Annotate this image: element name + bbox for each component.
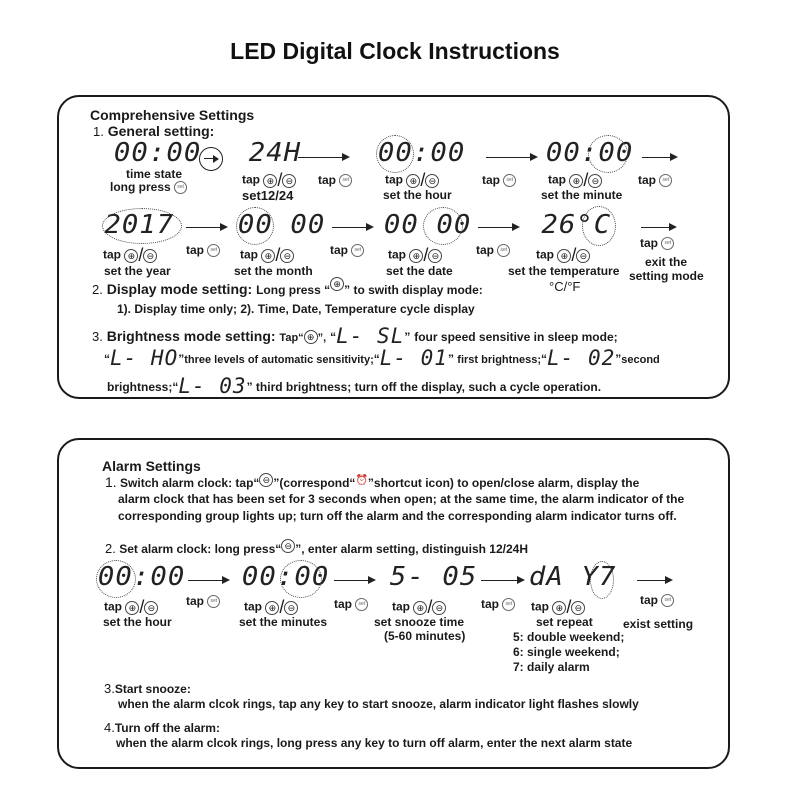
tap-set: tap set (640, 593, 674, 607)
snooze-range-label: (5-60 minutes) (384, 629, 466, 643)
lcd-alarm-minutes: 00:00 (241, 562, 330, 592)
set-12-24-label: set12/24 (242, 188, 294, 203)
highlight-ring (423, 207, 463, 245)
set-button-icon: set (503, 174, 516, 187)
lcd-repeat: dA Y7 (528, 562, 617, 592)
arrow-icon (481, 580, 523, 581)
lcd-snooze: 5- 05 (389, 562, 478, 592)
lcd-hour: 00:00 (377, 138, 466, 168)
minus-icon: ⊖ (588, 174, 602, 188)
tap-set: tap set (638, 173, 672, 187)
exist-setting-label: exist setting (623, 617, 694, 631)
lcd-code-auto: L- HO (110, 346, 179, 370)
plus-icon: ⊕ (304, 330, 318, 344)
arrow-icon (332, 227, 372, 228)
arrow-icon (334, 580, 374, 581)
highlight-ring (588, 135, 628, 173)
display-mode-setting: 2. Display mode setting: Long press “ ⊕ ” to swith display mode: (92, 279, 483, 297)
set-button-icon: set (502, 598, 515, 611)
exit-label: exit the (645, 255, 688, 269)
tap-plus-minus: tap ⊕ / ⊖ (388, 245, 442, 266)
set-alarm-line: 2. Set alarm clock: long press“ ⊖ ”, enter alarm setting, distinguish 12/24H (105, 540, 528, 556)
tap-plus-minus: tap ⊕ / ⊖ (103, 245, 157, 266)
plus-icon: ⊕ (261, 249, 275, 263)
start-snooze-text: when the alarm clcok rings, tap any key to start snooze, alarm indicator light flashes slowly (118, 697, 639, 711)
minus-icon: ⊖ (425, 174, 439, 188)
set-button-icon: set (661, 237, 674, 250)
plus-icon: ⊕ (413, 601, 427, 615)
lcd-alarm-hour: 00:00 (97, 562, 186, 592)
lcd-code-3: L- 03 (178, 374, 247, 398)
switch-alarm-line-2: alarm clock that has been set for 3 seconds when open; at the same time, the alarm indicator of the (118, 492, 685, 506)
lcd-year: 2017 (104, 210, 175, 240)
start-snooze-heading: 3.Start snooze: (104, 681, 191, 696)
arrow-icon (188, 580, 228, 581)
minus-icon: ⊖ (143, 249, 157, 263)
comprehensive-settings-heading: Comprehensive Settings (90, 107, 255, 123)
page-title: LED Digital Clock Instructions (230, 38, 560, 64)
set-button-icon: set (661, 594, 674, 607)
set-button-icon: set (355, 598, 368, 611)
tap-set: tap set (481, 597, 515, 611)
set-minute-label: set the minute (541, 188, 623, 202)
tap-plus-minus: tap ⊕ / ⊖ (548, 170, 602, 191)
highlight-ring (590, 561, 614, 599)
minus-icon: ⊖ (428, 249, 442, 263)
arrow-icon (641, 227, 675, 228)
set-month-label: set the month (234, 264, 313, 278)
alarm-settings-heading: Alarm Settings (102, 458, 201, 474)
repeat-option: 6: single weekend; (513, 645, 620, 659)
arrow-icon (298, 157, 348, 158)
lcd-time-state: 00:00 (113, 138, 202, 168)
minus-icon: ⊖ (280, 249, 294, 263)
tap-plus-minus: tap ⊕ / ⊖ (392, 597, 446, 618)
snooze-time-label: set snooze time (374, 615, 465, 629)
plus-icon: ⊕ (406, 174, 420, 188)
set-button-icon: set (497, 244, 510, 257)
minus-icon: ⊖ (259, 473, 273, 487)
alarm-set-hour-label: set the hour (103, 615, 172, 629)
lcd-code-sleep: L- SL (336, 324, 405, 348)
highlight-ring (96, 560, 136, 598)
tap-plus-minus: tap ⊕ / ⊖ (385, 170, 439, 191)
plus-icon: ⊕ (569, 174, 583, 188)
lcd-date: 00 00 (383, 210, 472, 240)
set-button-icon: set (351, 244, 364, 257)
arrow-icon (486, 157, 536, 158)
lcd-temperature: 26°C (541, 210, 612, 240)
minus-icon: ⊖ (281, 539, 295, 553)
switch-alarm-line-1: 1. Switch alarm clock: tap“ ⊖ ”(correspond“⏰”shortcut icon) to open/close alarm, display the (105, 474, 640, 490)
arrow-icon (478, 227, 518, 228)
minus-icon: ⊖ (432, 601, 446, 615)
plus-icon: ⊕ (330, 277, 344, 291)
brightness-line-2: “L- HO”three levels of automatic sensitivity;“L- 01” first brightness;“L- 02”second (104, 346, 660, 370)
set-repeat-label: set repeat (536, 615, 593, 629)
highlight-ring (376, 135, 414, 173)
lcd-minute: 00:00 (545, 138, 634, 168)
highlight-ring (102, 208, 182, 244)
lcd-24h: 24H (248, 138, 302, 168)
tap-plus-minus: tap ⊕ / ⊖ (240, 245, 294, 266)
set-date-label: set the date (386, 264, 453, 278)
tap-set: tap set (334, 597, 368, 611)
set-button-icon: set (207, 244, 220, 257)
tap-set: tap set (330, 243, 364, 257)
minus-icon: ⊖ (571, 601, 585, 615)
set-button-icon: set (659, 174, 672, 187)
long-press-label: long press set (110, 180, 187, 194)
alarm-set-minutes-label: set the minutes (239, 615, 328, 629)
circle-arrow-icon (199, 147, 223, 171)
repeat-option: 7: daily alarm (513, 660, 590, 674)
lcd-code-2: L- 02 (547, 346, 616, 370)
lcd-code-1: L- 01 (379, 346, 448, 370)
tap-set: tap set (186, 594, 220, 608)
tap-plus-minus: tap ⊕ / ⊖ (536, 245, 590, 266)
tap-set: tap set (476, 243, 510, 257)
plus-icon: ⊕ (552, 601, 566, 615)
set-button-icon: set (174, 181, 187, 194)
tap-set: tap set (186, 243, 220, 257)
tap-set: tap set (640, 236, 674, 250)
general-setting-heading: 1. General setting: (93, 123, 215, 139)
set-hour-label: set the hour (383, 188, 452, 202)
tap-plus-minus: tap ⊕ / ⊖ (244, 597, 298, 618)
lcd-month: 00 00 (237, 210, 326, 240)
turn-off-heading: 4.Turn off the alarm: (104, 720, 220, 735)
brightness-mode-setting: 3. Brightness mode setting: Tap“ ⊕ ”, “L- SL” four speed sensitive in sleep mode; (92, 324, 618, 348)
time-state-label: time state (126, 167, 183, 181)
set-button-icon: set (207, 595, 220, 608)
set-temperature-label: set the temperature (508, 264, 620, 278)
minus-icon: ⊖ (144, 601, 158, 615)
temperature-units: °C/°F (549, 279, 581, 294)
minus-icon: ⊖ (576, 249, 590, 263)
set-year-label: set the year (104, 264, 171, 278)
display-mode-options: 1). Display time only; 2). Time, Date, Temperature cycle display (117, 302, 475, 316)
plus-icon: ⊕ (124, 249, 138, 263)
highlight-ring (236, 207, 274, 245)
tap-plus-minus: tap ⊕ / ⊖ (104, 597, 158, 618)
tap-set: tap set (318, 173, 352, 187)
setting-mode-label: setting mode (629, 269, 704, 283)
plus-icon: ⊕ (265, 601, 279, 615)
minus-icon: ⊖ (282, 174, 296, 188)
tap-plus-minus: tap ⊕ / ⊖ (531, 597, 585, 618)
turn-off-text: when the alarm clcok rings, long press any key to turn off alarm, enter the next alarm state (116, 736, 633, 750)
plus-icon: ⊕ (263, 174, 277, 188)
alarm-clock-icon: ⏰ (355, 475, 368, 486)
brightness-line-3: brightness;“L- 03” third brightness; turn off the display, such a cycle operation. (107, 374, 602, 398)
tap-set: tap set (482, 173, 516, 187)
arrow-icon (186, 227, 226, 228)
plus-icon: ⊕ (409, 249, 423, 263)
repeat-option: 5: double weekend; (513, 630, 625, 644)
arrow-icon (637, 580, 671, 581)
plus-icon: ⊕ (125, 601, 139, 615)
set-button-icon: set (339, 174, 352, 187)
minus-icon: ⊖ (284, 601, 298, 615)
highlight-ring (280, 560, 322, 598)
arrow-icon (642, 157, 676, 158)
switch-alarm-line-3: corresponding group lights up; turn off the alarm and the corresponding alarm indicator turns off. (118, 509, 677, 523)
tap-plus-minus: tap ⊕ / ⊖ (242, 170, 296, 191)
highlight-ring (582, 206, 616, 246)
plus-icon: ⊕ (557, 249, 571, 263)
